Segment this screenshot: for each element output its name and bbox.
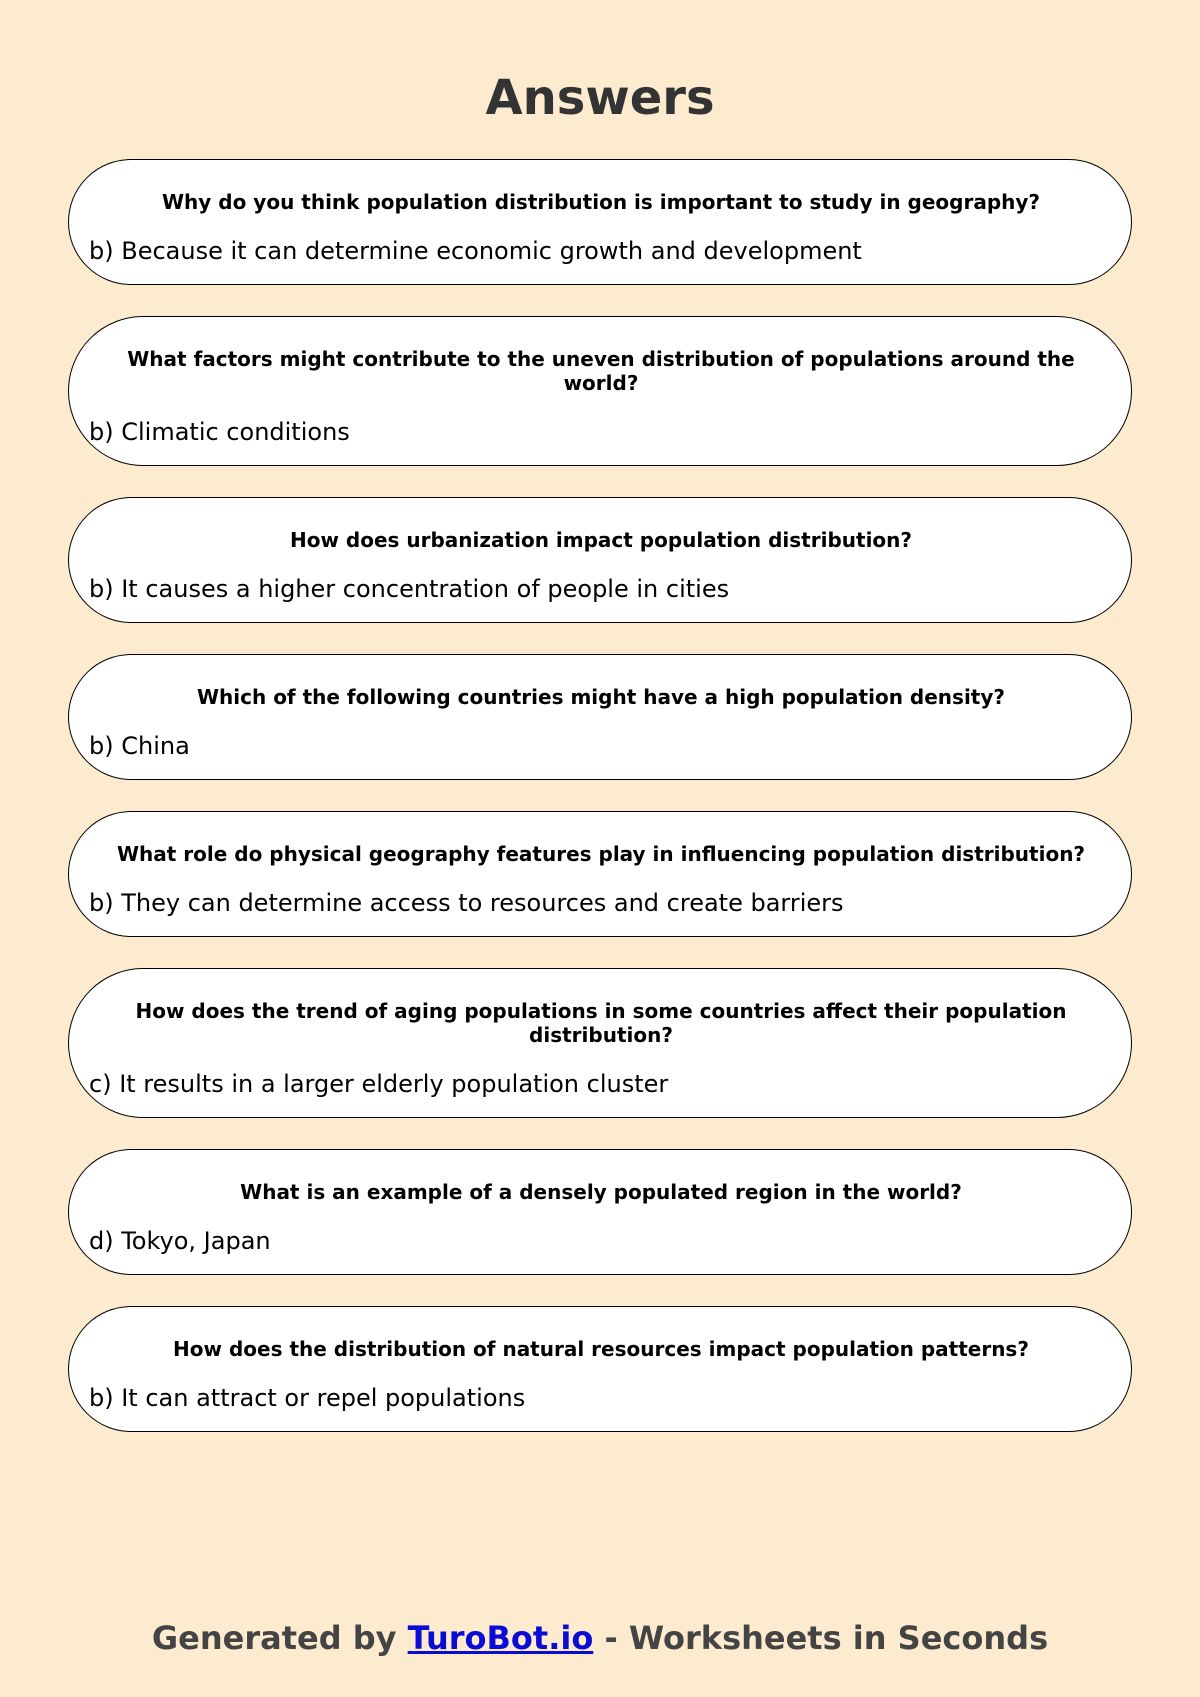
answer-card <box>68 1149 1132 1275</box>
question-text: Why do you think population distribution is important to study in geography? <box>161 190 1041 214</box>
answer-text: b) China <box>89 732 190 760</box>
footer-suffix: - Worksheets in Seconds <box>593 1619 1049 1657</box>
question-text: What is an example of a densely populated region in the world? <box>240 1180 962 1204</box>
question-text: How does the trend of aging populations in some countries affect their population distribution? <box>135 999 1067 1047</box>
answer-list <box>68 159 1132 1463</box>
answer-card <box>68 316 1132 466</box>
question-text: How does the distribution of natural resources impact population patterns? <box>173 1337 1029 1361</box>
answer-card <box>68 1306 1132 1432</box>
answer-card <box>68 811 1132 937</box>
answer-text: b) It causes a higher concentration of people in cities <box>89 575 730 603</box>
answer-card <box>68 968 1132 1118</box>
answer-card <box>68 497 1132 623</box>
question-text: What role do physical geography features play in influencing population distribution? <box>116 842 1086 866</box>
question-text: How does urbanization impact population distribution? <box>289 528 913 552</box>
footer-prefix: Generated by <box>151 1619 408 1657</box>
answer-text: b) They can determine access to resources and create barriers <box>89 889 844 917</box>
footer <box>0 1618 1200 1658</box>
answer-text: b) It can attract or repel populations <box>89 1384 526 1412</box>
question-text: What factors might contribute to the uneven distribution of populations around the world? <box>127 347 1075 395</box>
answer-card <box>68 654 1132 780</box>
turobot-link[interactable]: TuroBot.io <box>407 1619 594 1657</box>
answer-card <box>68 159 1132 285</box>
answer-text: b) Because it can determine economic growth and development <box>89 237 862 265</box>
answer-text: c) It results in a larger elderly population cluster <box>89 1070 669 1098</box>
question-text: Which of the following countries might have a high population density? <box>196 685 1005 709</box>
answer-text: d) Tokyo, Japan <box>89 1227 271 1255</box>
page-title: Answers <box>485 70 715 126</box>
answer-text: b) Climatic conditions <box>89 418 350 446</box>
